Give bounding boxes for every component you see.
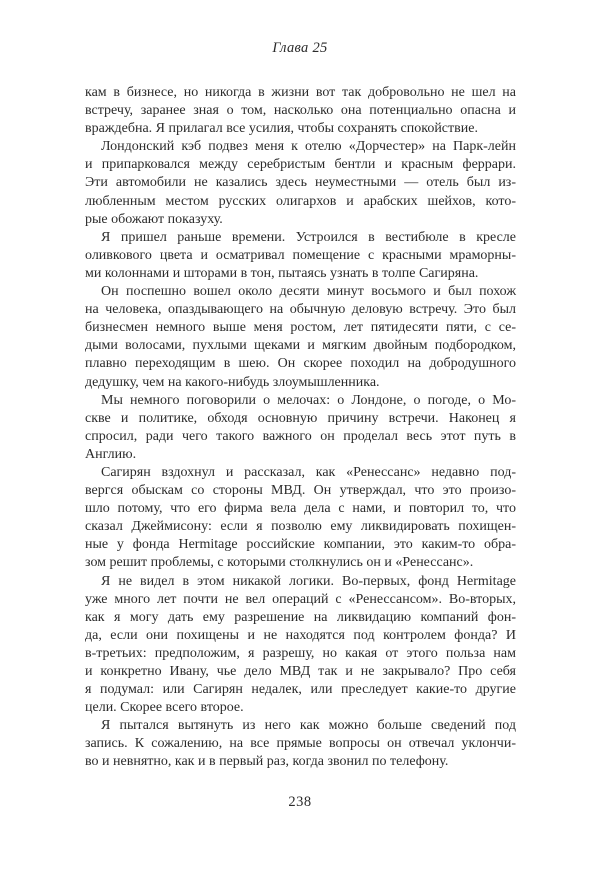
text-line: запись. К сожалению, на все прямые вопросы он отвечал уклончи- [85, 736, 516, 752]
text-line: Лондонский кэб подвез меня к отелю «Дорчестер» на Парк-лейн [101, 139, 516, 155]
text-line: Эти автомобили не казались здесь неуместными — отель был из- [85, 175, 516, 191]
text-line: я подумал: или Сагирян недалек, или преследует какие-то другие [85, 682, 516, 698]
text-line: как я могу дать ему разрешение на ликвидацию компаний фон- [85, 609, 516, 625]
chapter-header: Глава 25 [272, 40, 328, 56]
paragraph [85, 464, 516, 573]
text-line: бизнесмен немного выше меня ростом, лет пятидесяти пяти, с се- [85, 320, 516, 336]
text-line: дыми волосами, пухлыми щеками и мягким двойным подбородком, [85, 338, 516, 354]
text-line: и конкретно Ивану, чье дело МВД так и не закрывало? Про себя [85, 664, 516, 679]
text-line: встречу, заранее зная о том, насколько она потенциально опасна и [85, 103, 516, 119]
text-line: дедушку, чем на какого-нибудь злоумышленника. [85, 374, 380, 390]
paragraph [85, 138, 516, 228]
text-line: Мы немного поговорили о мелочах: о Лондоне, о погоде, о Мо- [101, 392, 516, 408]
text-line: сказал Джеймисону: если я позволю ему ликвидировать похищен- [85, 519, 516, 535]
text-line: ные у фонда Hermitage российские компании, это каким-то обра- [85, 537, 516, 553]
text-line: и припарковался между серебристым бентли и красным феррари. [85, 157, 516, 173]
text-line: зом решит проблемы, с которыми столкнулись он и «Ренессанс». [85, 555, 474, 571]
text-line: рые обожают показуху. [85, 211, 223, 227]
paragraph [85, 283, 516, 392]
text-line: ми колоннами и шторами в тон, пытаясь узнать в толпе Сагиряна. [85, 265, 479, 281]
text-line: кам в бизнесе, но никогда в жизни вот так добровольно не шел на [85, 85, 516, 100]
page-number: 238 [288, 794, 312, 810]
text-line: оливкового цвета и осматривал помещение с красными мраморны- [85, 247, 516, 263]
text-line: Он поспешно вошел около десяти минут восьмого и был похож [101, 284, 516, 300]
text-line: Я пытался вытянуть из него как можно больше сведений под [101, 718, 516, 734]
text-line: спросил, ради чего такого важного он проделал весь этот путь в [85, 428, 516, 444]
paragraph [85, 717, 516, 771]
text-line: плавно переходящим в шею. Он скорее походил на добродушного [85, 356, 516, 372]
paragraph [85, 84, 516, 138]
text-line: враждебна. Я прилагал все усилия, чтобы сохранять спокойствие. [85, 121, 478, 137]
text-line: шло потому, что его фирма вела дела с нами, и повторил то, что [85, 501, 516, 517]
text-line: на человека, опаздывающего на обычную деловую встречу. Это был [85, 302, 516, 318]
text-line: цели. Скорее всего второе. [85, 700, 244, 716]
text-line: Я не видел в этом никакой логики. Во-первых, фонд Hermitage [101, 573, 516, 589]
text-line: Я пришел раньше времени. Устроился в вестибюле в кресле [101, 229, 516, 245]
text-line: Сагирян вздохнул и рассказал, как «Ренессанс» недавно под- [101, 464, 516, 480]
paragraph [85, 392, 516, 464]
text-line: вергся обыскам со стороны МВД. Он утверждал, что это произо- [85, 483, 516, 499]
text-line: в-третьих: предположим, я разрешу, но какая от этого польза нам [85, 645, 516, 661]
text-line: Англию. [85, 446, 137, 462]
paragraph [85, 229, 516, 283]
text-line: уже много лет почти не вел операций с «Ренессансом». Во-вторых, [85, 591, 516, 607]
text-line: во и невнятно, как и в первый раз, когда звонил по телефону. [85, 754, 449, 770]
text-line: любленным местом русских олигархов и арабских шейхов, кото- [85, 193, 516, 209]
paragraph [85, 573, 516, 718]
text-line: да, если они похищены и не находятся под контролем фонда? И [85, 627, 516, 643]
text-line: скве и политике, обходя основную причину встречи. Наконец я [85, 410, 516, 426]
body-text [85, 84, 516, 772]
